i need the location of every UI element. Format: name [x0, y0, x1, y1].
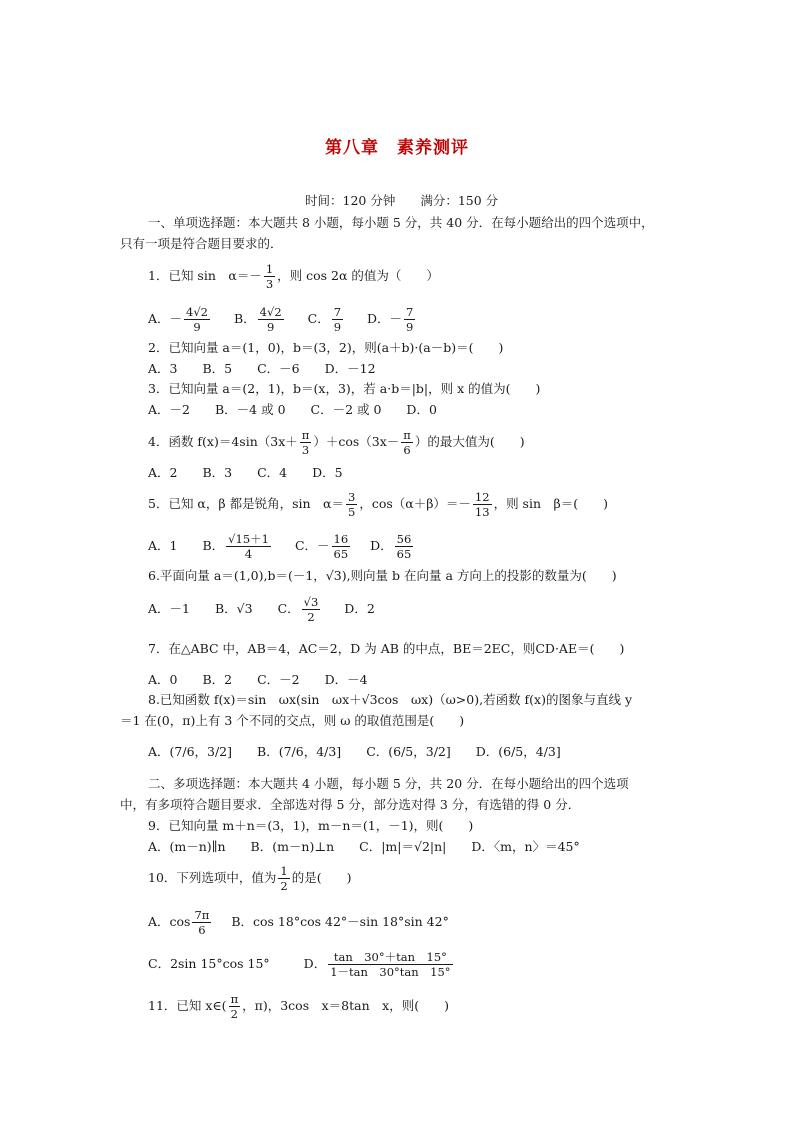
fraction: $\frac{1}{3}$ [265, 262, 274, 291]
question-7-stem: 7．在△ABC 中，AB＝4，AC＝2，D 为 AB 的中点，BE＝2EC，则CD·AE＝( ) [148, 641, 625, 656]
question-10-options-cd: C．2sin 15°cos 15° D． $\frac{\tan 30^\circ+\tan 15^\circ}{1-\tan 30^\circ\tan 15^\circ}$ [148, 950, 451, 979]
question-7-options: A．0 B．2 C．－2 D．－4 [148, 672, 368, 687]
question-2-options: A．3 B．5 C．－6 D．－12 [148, 361, 376, 376]
question-3-stem: 3．已知向量 a＝(2，1)，b＝(x，3)，若 a·b＝|b|，则 x 的值为( ) [148, 381, 541, 396]
question-8-options: A．(7/6，3/2] B．(7/6，4/3] C．(6/5，3/2] D．(6/5，4/3] [148, 744, 561, 759]
question-11-stem: 11．已知 x∈( $\frac{\pi}{2}$ ，π)，3cos x＝8tan x，则( ) [148, 992, 449, 1021]
question-4-stem: 4．函数 f(x)＝4sin（3x＋ $\frac{\pi}{3}$ ）＋cos（3x－ $\frac{\pi}{6}$ ）的最大值为( ) [148, 428, 525, 457]
question-5-options: A．1 B． $\frac{√15+1}{4}$ C．－ $\frac{16}{65}$ D． $\frac{56}{65}$ [148, 532, 412, 561]
question-1-stem: 1．已知 sin α＝－ $\frac{1}{3}$ ，则 cos 2α 的值为（ ） [148, 262, 439, 291]
question-8-line2: ＝1 在(0，π)上有 3 个不同的交点，则 ω 的取值范围是( ) [120, 713, 465, 728]
exam-meta: 时间：120 分钟 满分：150 分 [305, 193, 499, 208]
section2-heading-line1: 二、多项选择题：本大题共 4 小题，每小题 5 分，共 20 分．在每小题给出的四个选项 [148, 776, 629, 791]
question-10-options-ab: A．cos $\frac{7\pi}{6}$ B．cos 18°cos 42°－sin 18°sin 42° [148, 908, 449, 937]
section2-heading-line2: 中，有多项符合题目要求．全部选对得 5 分，部分选对得 3 分，有选错的得 0 分． [120, 797, 581, 812]
section1-heading-line2: 只有一项是符合题目要求的． [120, 236, 283, 251]
question-8-line1: 8.已知函数 f(x)＝sin ωx(sin ωx＋√3cos ωx)（ω>0),若函数 f(x)的图象与直线 y [148, 692, 633, 707]
page-title: 第八章 素养测评 [325, 138, 469, 158]
question-9-stem: 9．已知向量 m＋n＝(3，1)，m－n＝(1，－1)，则( ) [148, 818, 474, 833]
question-6-options: A．－1 B．√3 C． $\frac{√3}{2}$ D．2 [148, 595, 375, 624]
question-9-options: A．(m－n)∥n B．(m－n)⊥n C．|m|＝√2|n| D．〈m，n〉＝45° [148, 839, 580, 854]
question-2-stem: 2．已知向量 a＝(1，0)，b＝(3，2)，则(a＋b)·(a－b)＝( ) [148, 340, 504, 355]
question-5-stem: 5．已知 α，β 都是锐角，sin α＝ $\frac{3}{5}$ ，cos（α＋β）＝－ $\frac{12}{13}$ ，则 sin β＝( ) [148, 490, 608, 519]
section1-heading-line1: 一、单项选择题：本大题共 8 小题，每小题 5 分，共 40 分．在每小题给出的四个选项中， [148, 215, 654, 230]
question-10-stem: 10．下列选项中，值为 $\frac{1}{2}$ 的是( ) [148, 864, 352, 893]
question-6-stem: 6.平面向量 a＝(1,0),b＝(－1，√3),则向量 b 在向量 a 方向上的投影的数量为( ) [148, 568, 617, 583]
question-3-options: A．－2 B．－4 或 0 C．－2 或 0 D．0 [148, 402, 437, 417]
question-1-options: A．－ $\frac{4√2}{9}$ B． $\frac{4√2}{9}$ C． $\frac{7}{9}$ D．－ $\frac{7}{9}$ [148, 305, 414, 334]
question-4-options: A．2 B．3 C．4 D．5 [148, 465, 343, 480]
